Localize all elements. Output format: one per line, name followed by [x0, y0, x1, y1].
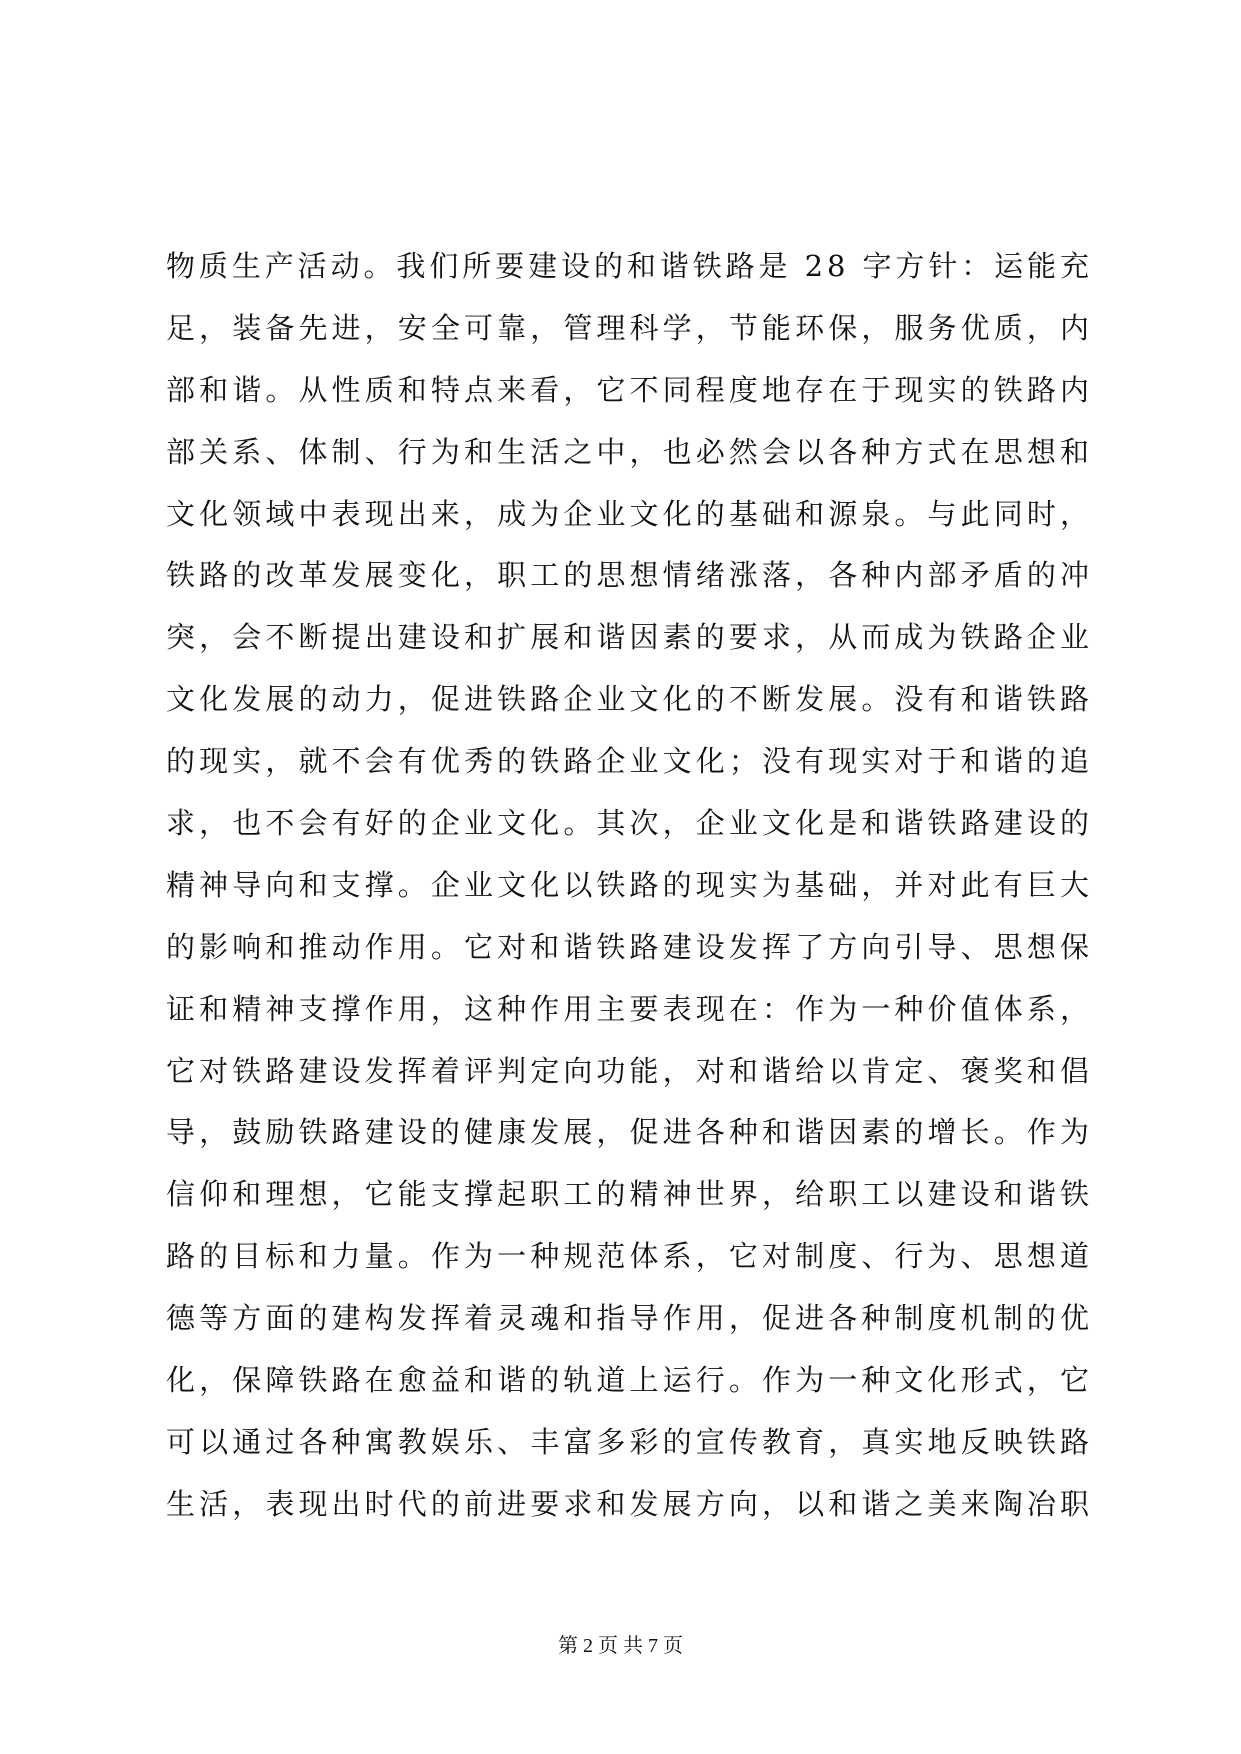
text-line: 铁路的改革发展变化，职工的思想情绪涨落，各种内部矛盾的冲 — [166, 558, 1094, 593]
text-line: 文化领域中表现出来，成为企业文化的基础和源泉。与此同时， — [166, 496, 1094, 531]
text-line: 化，保障铁路在愈益和谐的轨道上运行。作为一种文化形式，它 — [166, 1363, 1094, 1398]
text-line: 导，鼓励铁路建设的健康发展，促进各种和谐因素的增长。作为 — [166, 1115, 1094, 1150]
text-line: 求，也不会有好的企业文化。其次，企业文化是和谐铁路建设的 — [166, 806, 1094, 841]
text-line: 的影响和推动作用。它对和谐铁路建设发挥了方向引导、思想保 — [166, 929, 1094, 964]
text-line: 它对铁路建设发挥着评判定向功能，对和谐给以肯定、褒奖和倡 — [166, 1053, 1094, 1088]
text-line: 生活，表现出时代的前进要求和发展方向，以和谐之美来陶冶职 — [166, 1486, 1094, 1521]
page-number-footer: 第 2 页 共 7 页 — [558, 1635, 683, 1657]
text-line: 德等方面的建构发挥着灵魂和指导作用，促进各种制度机制的优 — [166, 1301, 1094, 1336]
text-line: 路的目标和力量。作为一种规范体系，它对制度、行为、思想道 — [166, 1239, 1094, 1274]
text-line: 证和精神支撑作用，这种作用主要表现在：作为一种价值体系， — [166, 991, 1094, 1026]
text-line: 部和谐。从性质和特点来看，它不同程度地存在于现实的铁路内 — [166, 372, 1094, 407]
text-line: 文化发展的动力，促进铁路企业文化的不断发展。没有和谐铁路 — [166, 682, 1094, 717]
text-line: 可以通过各种寓教娱乐、丰富多彩的宣传教育，真实地反映铁路 — [166, 1424, 1094, 1459]
text-line: 物质生产活动。我们所要建设的和谐铁路是 28 字方针：运能充 — [166, 249, 1093, 283]
text-line: 突，会不断提出建设和扩展和谐因素的要求，从而成为铁路企业 — [166, 620, 1094, 655]
text-line: 精神导向和支撑。企业文化以铁路的现实为基础，并对此有巨大 — [166, 867, 1094, 902]
text-line: 的现实，就不会有优秀的铁路企业文化；没有现实对于和谐的追 — [166, 744, 1094, 779]
body-text — [166, 236, 1094, 1536]
text-line: 足，装备先进，安全可靠，管理科学，节能环保，服务优质，内 — [166, 310, 1094, 345]
text-line: 部关系、体制、行为和生活之中，也必然会以各种方式在思想和 — [166, 434, 1094, 469]
text-line: 信仰和理想，它能支撑起职工的精神世界，给职工以建设和谐铁 — [166, 1177, 1094, 1212]
